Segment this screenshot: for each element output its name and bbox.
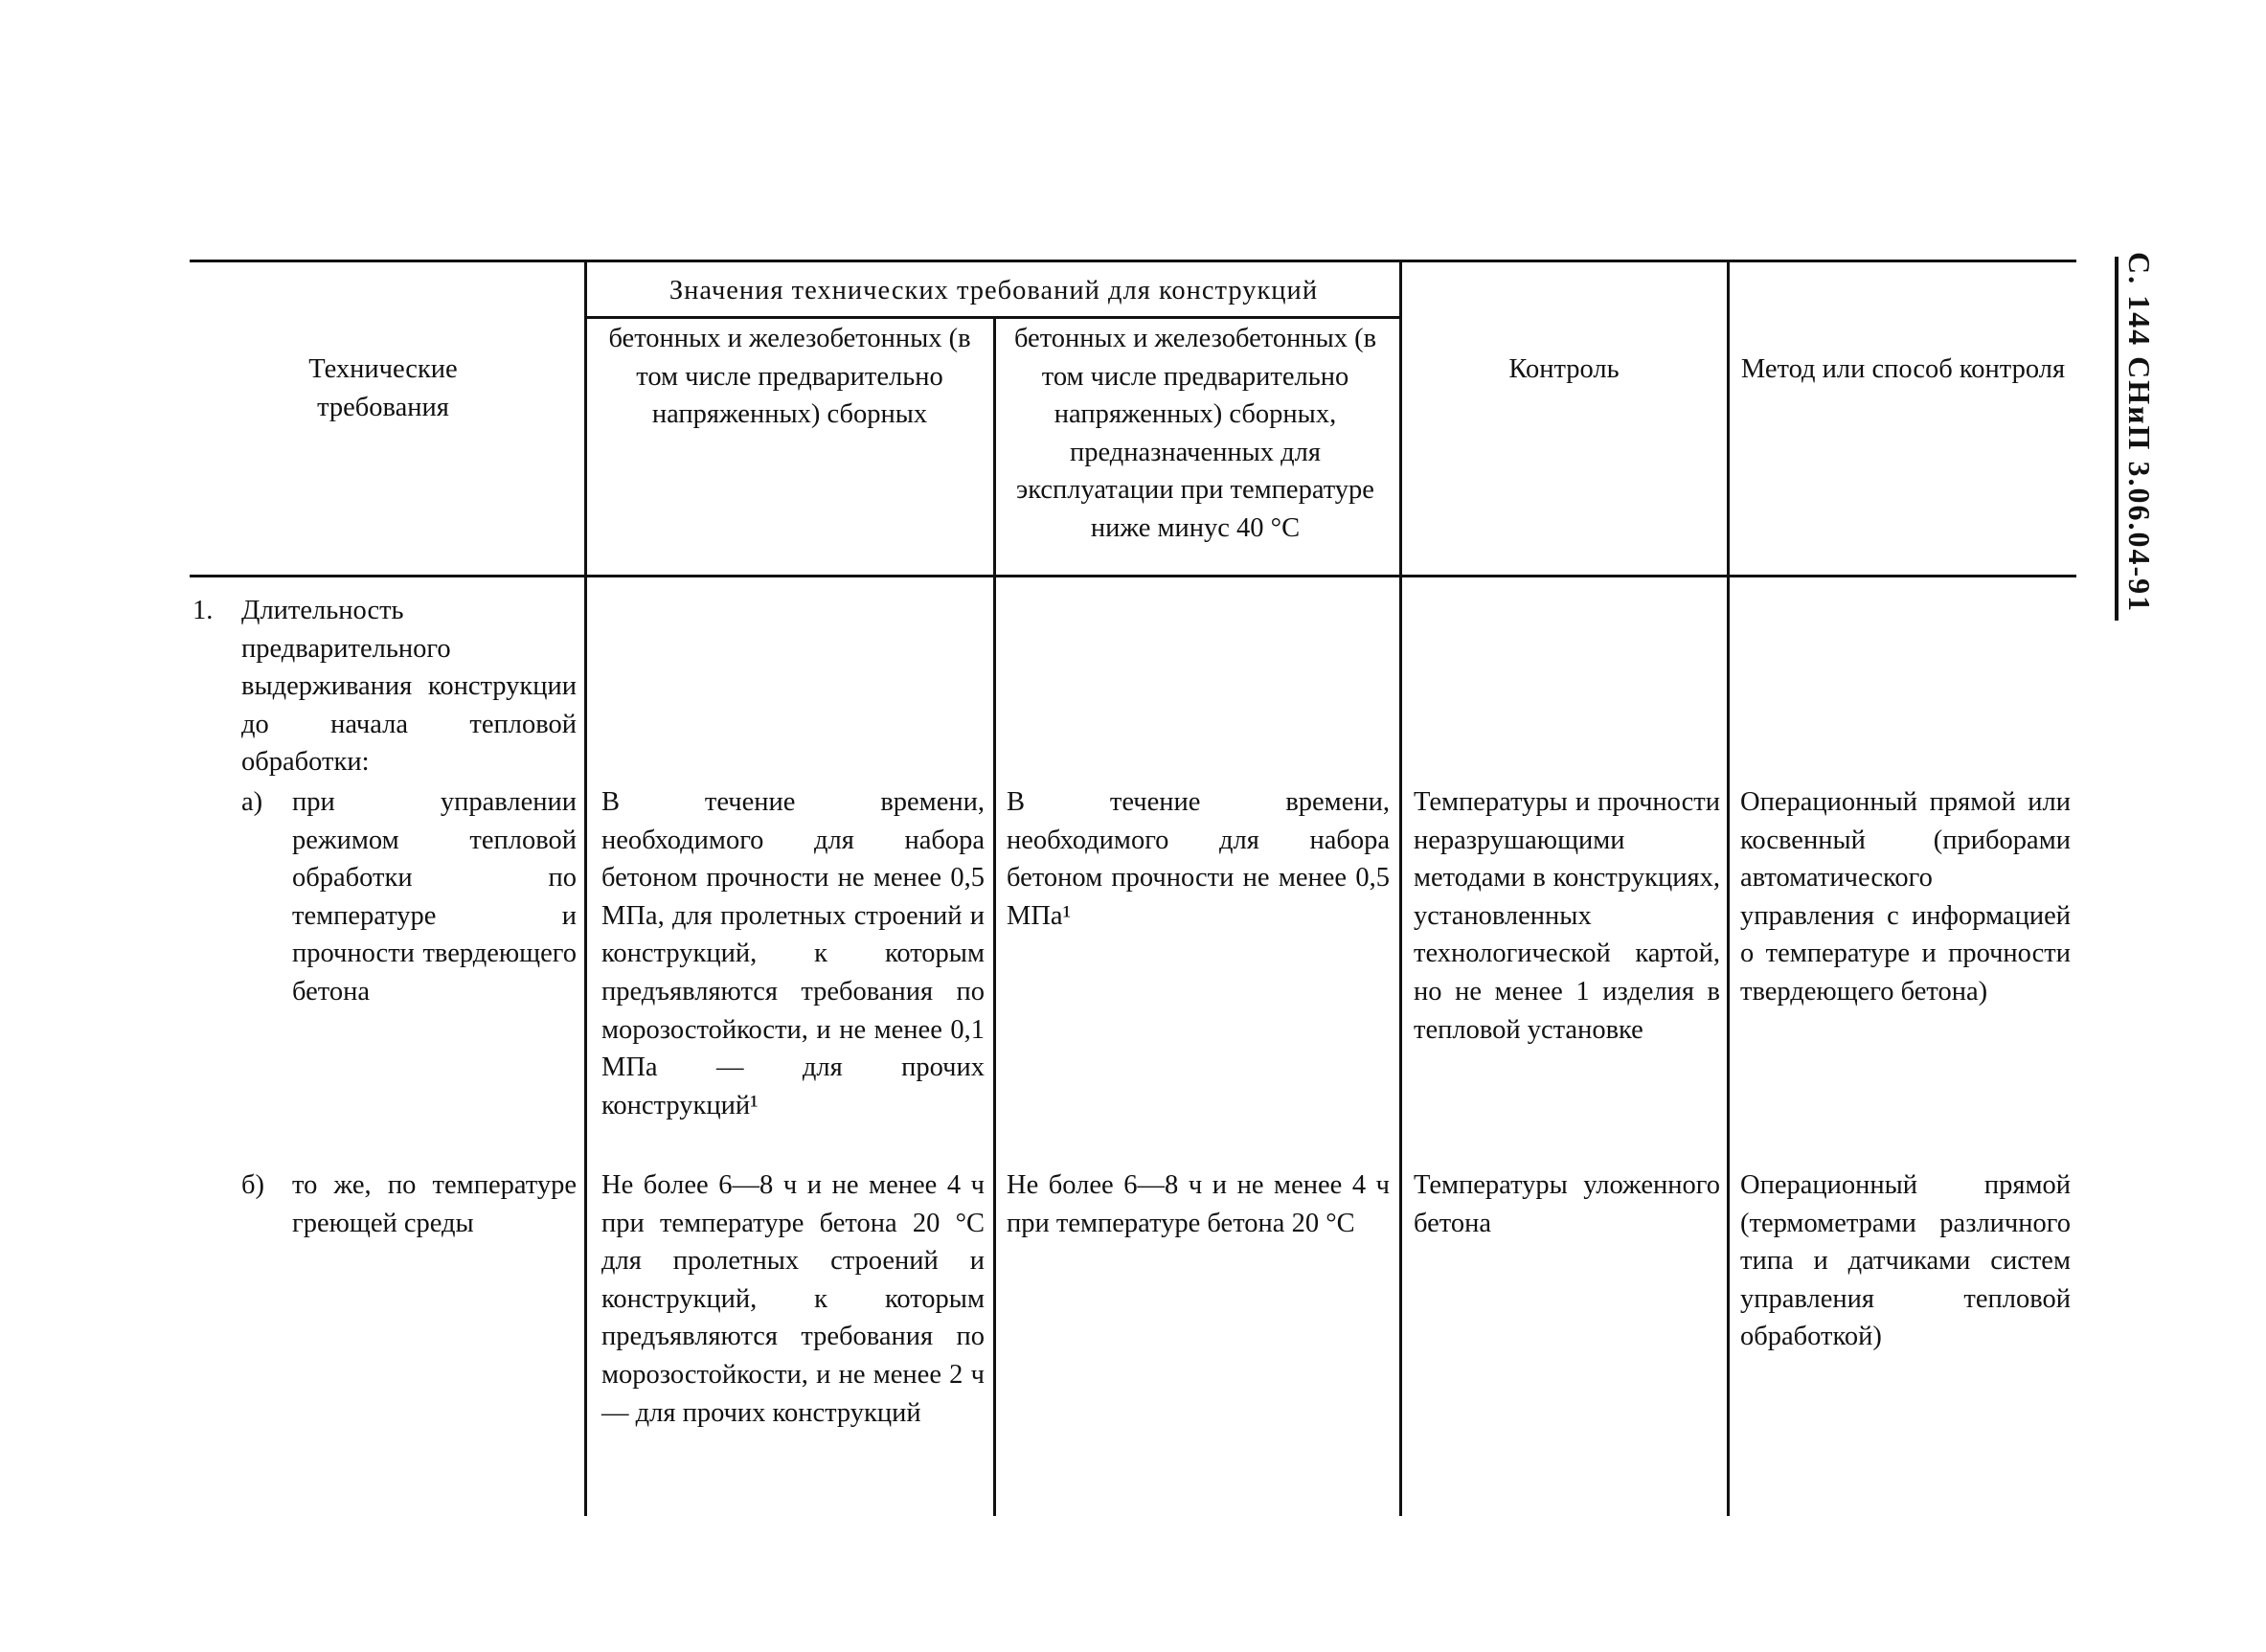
header-bottom-rule (190, 575, 2076, 577)
row-b-col-a: Не более 6—8 ч и не менее 4 ч при температуре бетона 20 °С для пролетных строений и конструкций, к которым предъявляются требования по морозостойкости, и не менее 2 ч — для прочих конструкций (601, 1170, 985, 1428)
row-b-requirement: то же, по температуре греющей среды (292, 1170, 577, 1238)
row-a-marker: а) (241, 787, 263, 817)
row-b-col-b: Не более 6—8 ч и не менее 4 ч при температуре бетона 20 °С (1007, 1170, 1390, 1238)
side-label-rule (2115, 257, 2119, 621)
row-b-method: Операционный прямой (термометрами различного типа и датчиками систем управления тепловой обработкой) (1740, 1170, 2071, 1352)
item-number: 1. (193, 596, 214, 625)
item-text: Длительность предварительного выдерживания конструкции до начала тепловой обработки: (241, 596, 577, 778)
row-a-control: Температуры и прочности неразрушающими методами в конструкциях, установленных технологической картой, но не менее 1 изделия в тепловой установке (1414, 787, 1720, 1045)
row-b-marker: б) (241, 1170, 264, 1200)
side-page-label: С. 144 СНиП 3.06.04-91 (2122, 252, 2157, 614)
col-divider-1 (584, 260, 587, 1516)
header-method: Метод или способ контроля (1740, 354, 2066, 384)
header-control: Контроль (1508, 354, 1620, 384)
row-a-requirement: при управлении режимом тепловой обработки по температуре и прочности твердеющего бетона (292, 787, 577, 1007)
col-divider-2 (993, 319, 996, 1516)
header-col-a: бетонных и железобетонных (в том числе предварительно напряженных) сборных (608, 324, 971, 430)
header-values-group: Значения технических требований для конструкций (668, 276, 1319, 306)
table-top-rule (190, 260, 2076, 262)
row-b-control: Температуры уложенного бетона (1414, 1170, 1720, 1238)
header-requirements: Технические требования (308, 354, 458, 422)
col-divider-4 (1727, 260, 1730, 1516)
row-a-col-b: В течение времени, необходимого для набора бетоном прочности не менее 0,5 МПа¹ (1007, 787, 1390, 931)
header-col-b: бетонных и железобетонных (в том числе предварительно напряженных) сборных, предназначенных для эксплуатации при температуре ниже минус 40 °С (1013, 324, 1377, 543)
row-a-col-a: В течение времени, необходимого для набора бетоном прочности не менее 0,5 МПа, для пролетных строений и конструкций, к которым предъявляются требования по морозостойкости, и не менее 0,1 МПа — для прочих конструкций¹ (601, 787, 985, 1120)
row-a-method: Операционный прямой или косвенный (приборами автоматического управления с информацией о температуре и прочности твердеющего бетона) (1740, 787, 2071, 1007)
col-divider-3 (1399, 260, 1402, 1516)
